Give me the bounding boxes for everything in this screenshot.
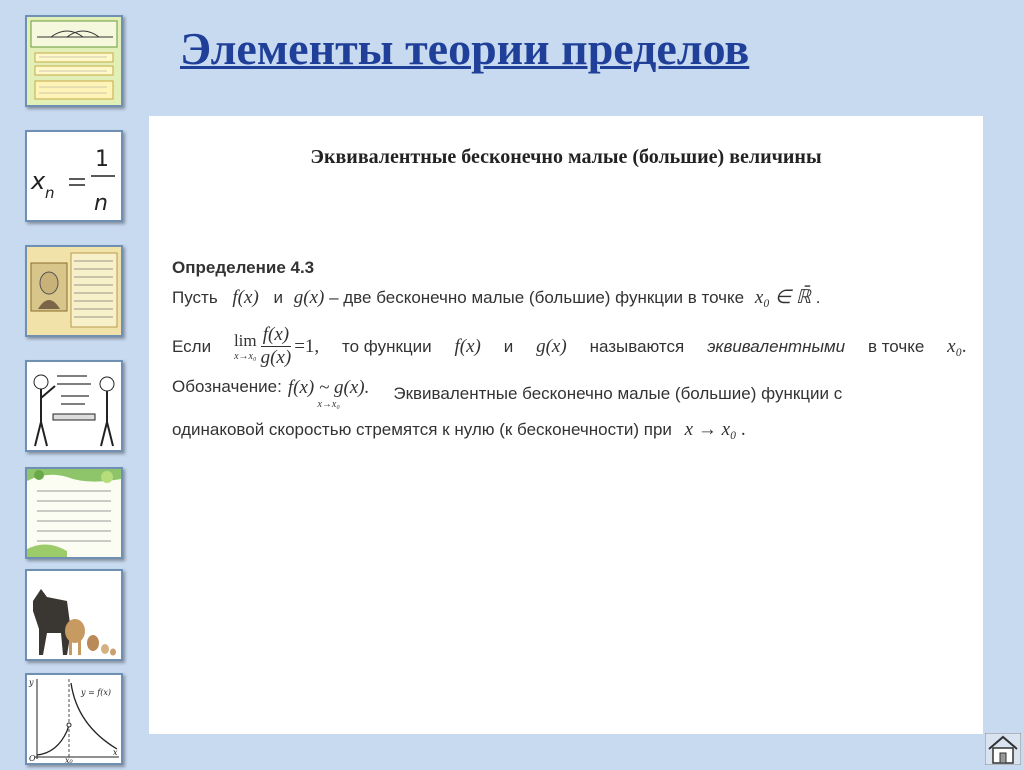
line1-pre: Пусть (172, 288, 218, 307)
definition-line-2 (172, 324, 967, 369)
thumbnail-limit-rules[interactable] (25, 467, 123, 559)
thumbnail-number-line[interactable] (25, 15, 123, 107)
cartoon-slide-image (27, 362, 121, 450)
panel-heading: Эквивалентные бесконечно малые (большие) величины (310, 146, 822, 168)
line2-equivalent: эквивалентными (707, 336, 846, 356)
limit-rules-slide-image (27, 469, 121, 557)
thumbnail-function-graph[interactable] (25, 673, 123, 765)
fraction-numerator: f(x) (262, 324, 290, 345)
line2-f: f(x) (454, 335, 481, 357)
graph-function-label: y = f(x) (81, 688, 112, 697)
graph-origin-label: O (29, 754, 36, 763)
line2-then: то функции (342, 336, 432, 356)
line1-f: f(x) (232, 287, 259, 308)
definition-body (172, 258, 967, 442)
sequence-formula-slide-image (27, 132, 121, 220)
line1-end: . (815, 288, 821, 307)
line4-expression: x → x₀ . (684, 419, 747, 440)
notation-group (172, 377, 369, 410)
line1-point: x₀ ∈ ℝ̄ (754, 287, 811, 308)
line2-if: Если (172, 336, 212, 356)
thumb-numerator: 1 (95, 147, 109, 172)
equivalence-formula: f(x) ~ g(x). (287, 377, 370, 398)
thumbnail-mathematician-portrait[interactable] (25, 245, 123, 337)
line2-limit-expression (234, 324, 319, 369)
thumbnail-limits-cartoon[interactable] (25, 360, 123, 452)
definition-line-4 (172, 418, 967, 442)
line2-and: и (503, 336, 514, 356)
page-title[interactable]: Элементы теории пределов (180, 23, 750, 74)
definition-line-3 (172, 377, 967, 410)
thumb-x-label: x (31, 167, 46, 195)
graph-x0-label: x₀ (65, 756, 73, 763)
equivalence-relation (288, 377, 369, 410)
home-button[interactable] (985, 733, 1021, 765)
thumb-n-subscript: n (45, 184, 55, 202)
thumb-denominator: n (94, 191, 108, 216)
limit-subscript: x→x₀ (234, 351, 257, 362)
notation-label: Обозначение: (172, 377, 282, 396)
home-icon (985, 733, 1021, 765)
line2-called: называются (589, 336, 685, 356)
thumbnail-dogs-comparison[interactable] (25, 569, 123, 661)
line1-mid: – две бесконечно малые (большие) функции в точке (329, 288, 745, 307)
number-line-slide-image (27, 17, 121, 105)
function-graph-slide-image (27, 675, 121, 763)
line2-g: g(x) (536, 335, 567, 357)
line3-text: Эквивалентные бесконечно малые (большие) функции с (393, 383, 843, 403)
limit-operator (234, 331, 257, 362)
line1-g: g(x) (293, 287, 325, 308)
line4-text: одинаковой скоростью стремятся к нулю (к бесконечности) при (172, 420, 672, 439)
content-panel (149, 116, 983, 734)
line2-point: x₀. (947, 335, 967, 357)
limit-word: lim (233, 331, 257, 350)
graph-y-axis-label: y (29, 678, 34, 687)
dogs-slide-image (27, 571, 121, 659)
equivalence-subscript: x→x₀ (317, 399, 340, 410)
thumbnail-sequence-formula[interactable] (25, 130, 123, 222)
definition-title: Определение 4.3 (172, 258, 315, 277)
portrait-slide-image (27, 247, 121, 335)
limit-fraction (261, 324, 292, 369)
graph-x-axis-label: x (113, 748, 118, 757)
fraction-denominator: g(x) (260, 347, 292, 368)
line2-in: в точке (867, 336, 925, 356)
definition-line-1 (172, 286, 967, 310)
limit-equals: =1, (294, 335, 320, 357)
line1-and: и (273, 288, 284, 307)
